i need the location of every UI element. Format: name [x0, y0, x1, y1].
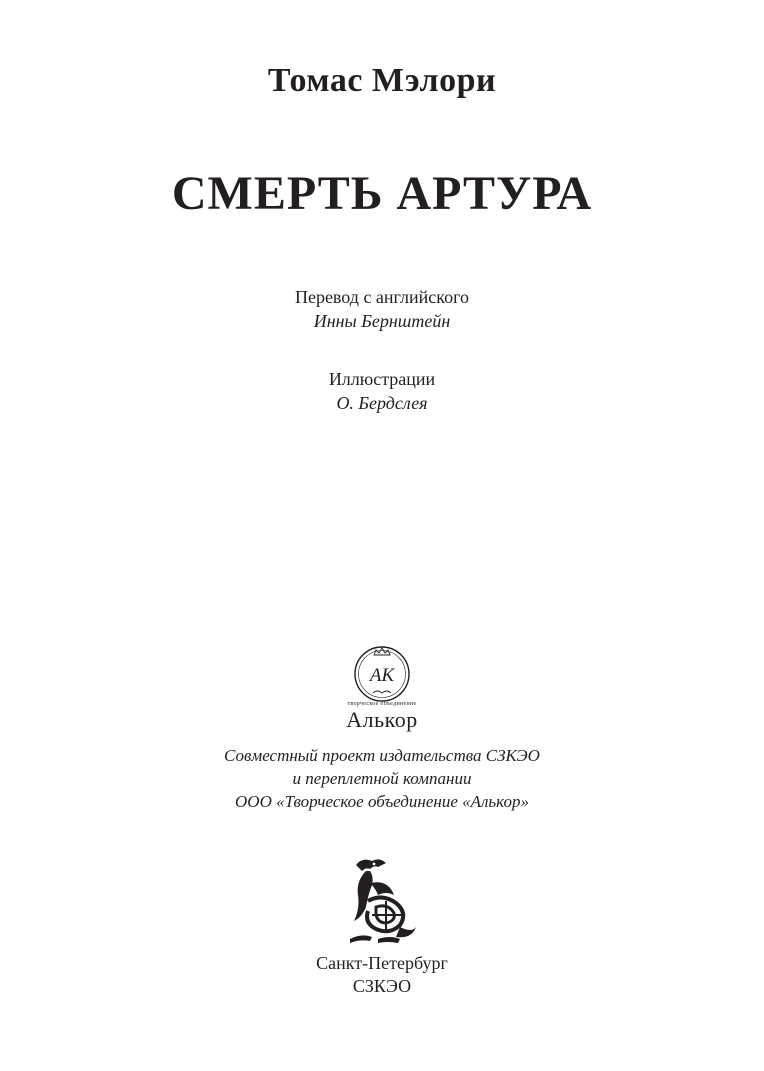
- szkeo-logo: [0, 855, 764, 947]
- logo-caption: творческое объединение: [347, 701, 417, 707]
- project-line-3: ООО «Творческое объединение «Алькор»: [235, 792, 529, 811]
- imprint-publisher: СЗКЭО: [352, 976, 412, 996]
- imprint-city: Санкт-Петербург: [316, 953, 448, 973]
- illustration-label: Иллюстрации: [328, 369, 436, 389]
- alkor-logo: [0, 643, 764, 705]
- project-statement: [0, 744, 764, 813]
- project-line-1: Совместный проект издательства СЗКЭО: [224, 746, 540, 765]
- illustrator-name: О. Бердслея: [336, 393, 428, 413]
- translation-label: Перевод с английского: [294, 287, 470, 307]
- logo-monogram: АК: [369, 665, 395, 686]
- publisher-brand: Алькор: [346, 707, 418, 732]
- alkor-emblem-icon: [352, 643, 412, 705]
- author-name: Томас Мэлори: [267, 62, 497, 99]
- project-line-2: и переплетной компании: [292, 769, 472, 788]
- translator-name: Инны Бернштейн: [313, 311, 451, 331]
- dragon-emblem-icon: [342, 855, 422, 947]
- translation-credit: [0, 285, 764, 333]
- book-title: СМЕРТЬ АРТУРА: [171, 167, 593, 220]
- imprint: [0, 952, 764, 998]
- illustration-credit: [0, 367, 764, 415]
